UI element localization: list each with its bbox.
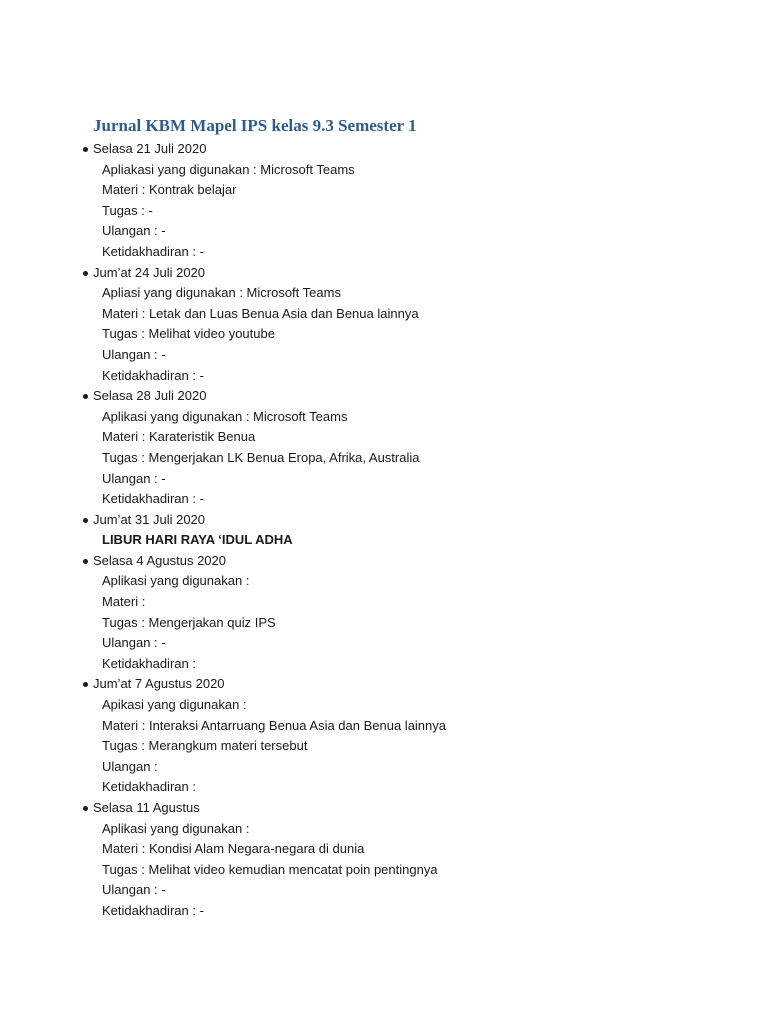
bullet-icon — [83, 806, 88, 811]
entry-material: Materi : Letak dan Luas Benua Asia dan Benua lainnya — [102, 305, 419, 321]
journal-entry — [82, 798, 742, 922]
journal-entry — [82, 386, 742, 510]
entry-application: Apliasi yang digunakan : Microsoft Teams — [102, 285, 341, 301]
entry-task: Tugas : Melihat video youtube — [102, 326, 275, 342]
journal-list — [82, 139, 742, 922]
document-title: Jurnal KBM Mapel IPS kelas 9.3 Semester 1 — [93, 116, 417, 135]
entry-task: Tugas : Mengerjakan LK Benua Eropa, Afrika, Australia — [102, 449, 420, 465]
entry-test: Ulangan : - — [102, 635, 166, 651]
entry-absence: Ketidakhadiran : - — [102, 491, 204, 507]
entry-task: Tugas : Mengerjakan quiz IPS — [102, 614, 276, 630]
entry-date: Jum’at 7 Agustus 2020 — [82, 674, 742, 695]
entry-test: Ulangan : — [102, 758, 158, 774]
journal-entry — [82, 551, 742, 675]
entry-absence: Ketidakhadiran : — [102, 655, 196, 671]
entry-task: Tugas : Merangkum materi tersebut — [102, 738, 308, 754]
journal-entry — [82, 674, 742, 798]
entry-material: Materi : Karateristik Benua — [102, 429, 256, 445]
journal-entry — [82, 510, 742, 551]
entry-test: Ulangan : - — [102, 882, 166, 898]
entry-material: Materi : Interaksi Antarruang Benua Asia dan Benua lainnya — [102, 717, 446, 733]
entry-test: Ulangan : - — [102, 223, 166, 239]
entry-task: Tugas : Melihat video kemudian mencatat poin pentingnya — [102, 861, 438, 877]
bullet-icon — [83, 271, 88, 276]
entry-absence: Ketidakhadiran : - — [102, 243, 204, 259]
entry-material: Materi : Kondisi Alam Negara-negara di dunia — [102, 841, 365, 857]
bullet-icon — [83, 682, 88, 687]
bullet-icon — [83, 518, 88, 523]
entry-material: Materi : Kontrak belajar — [102, 182, 237, 198]
entry-absence: Ketidakhadiran : - — [102, 367, 204, 383]
entry-date: Selasa 11 Agustus — [82, 798, 742, 819]
entry-test: Ulangan : - — [102, 470, 166, 486]
holiday-note: LIBUR HARI RAYA ‘IDUL ADHA — [102, 532, 293, 548]
entry-date: Jum’at 31 Juli 2020 — [82, 510, 742, 531]
entry-absence: Ketidakhadiran : - — [102, 902, 204, 918]
entry-application: Aplikasi yang digunakan : — [102, 820, 250, 836]
bullet-icon — [83, 147, 88, 152]
entry-test: Ulangan : - — [102, 346, 166, 362]
entry-date: Selasa 21 Juli 2020 — [82, 139, 742, 160]
entry-date: Selasa 28 Juli 2020 — [82, 386, 742, 407]
entry-application: Apliakasi yang digunakan : Microsoft Teams — [102, 161, 355, 177]
entry-date: Selasa 4 Agustus 2020 — [82, 551, 742, 572]
entry-application: Aplikasi yang digunakan : Microsoft Teams — [102, 408, 348, 424]
entry-absence: Ketidakhadiran : — [102, 779, 196, 795]
entry-application: Aplikasi yang digunakan : — [102, 573, 250, 589]
bullet-icon — [83, 394, 88, 399]
bullet-icon — [83, 559, 88, 564]
entry-material: Materi : — [102, 594, 146, 610]
entry-date: Jum’at 24 Juli 2020 — [82, 263, 742, 284]
entry-task: Tugas : - — [102, 202, 153, 218]
journal-entry — [82, 263, 742, 387]
entry-application: Apikasi yang digunakan : — [102, 697, 247, 713]
journal-entry — [82, 139, 742, 263]
